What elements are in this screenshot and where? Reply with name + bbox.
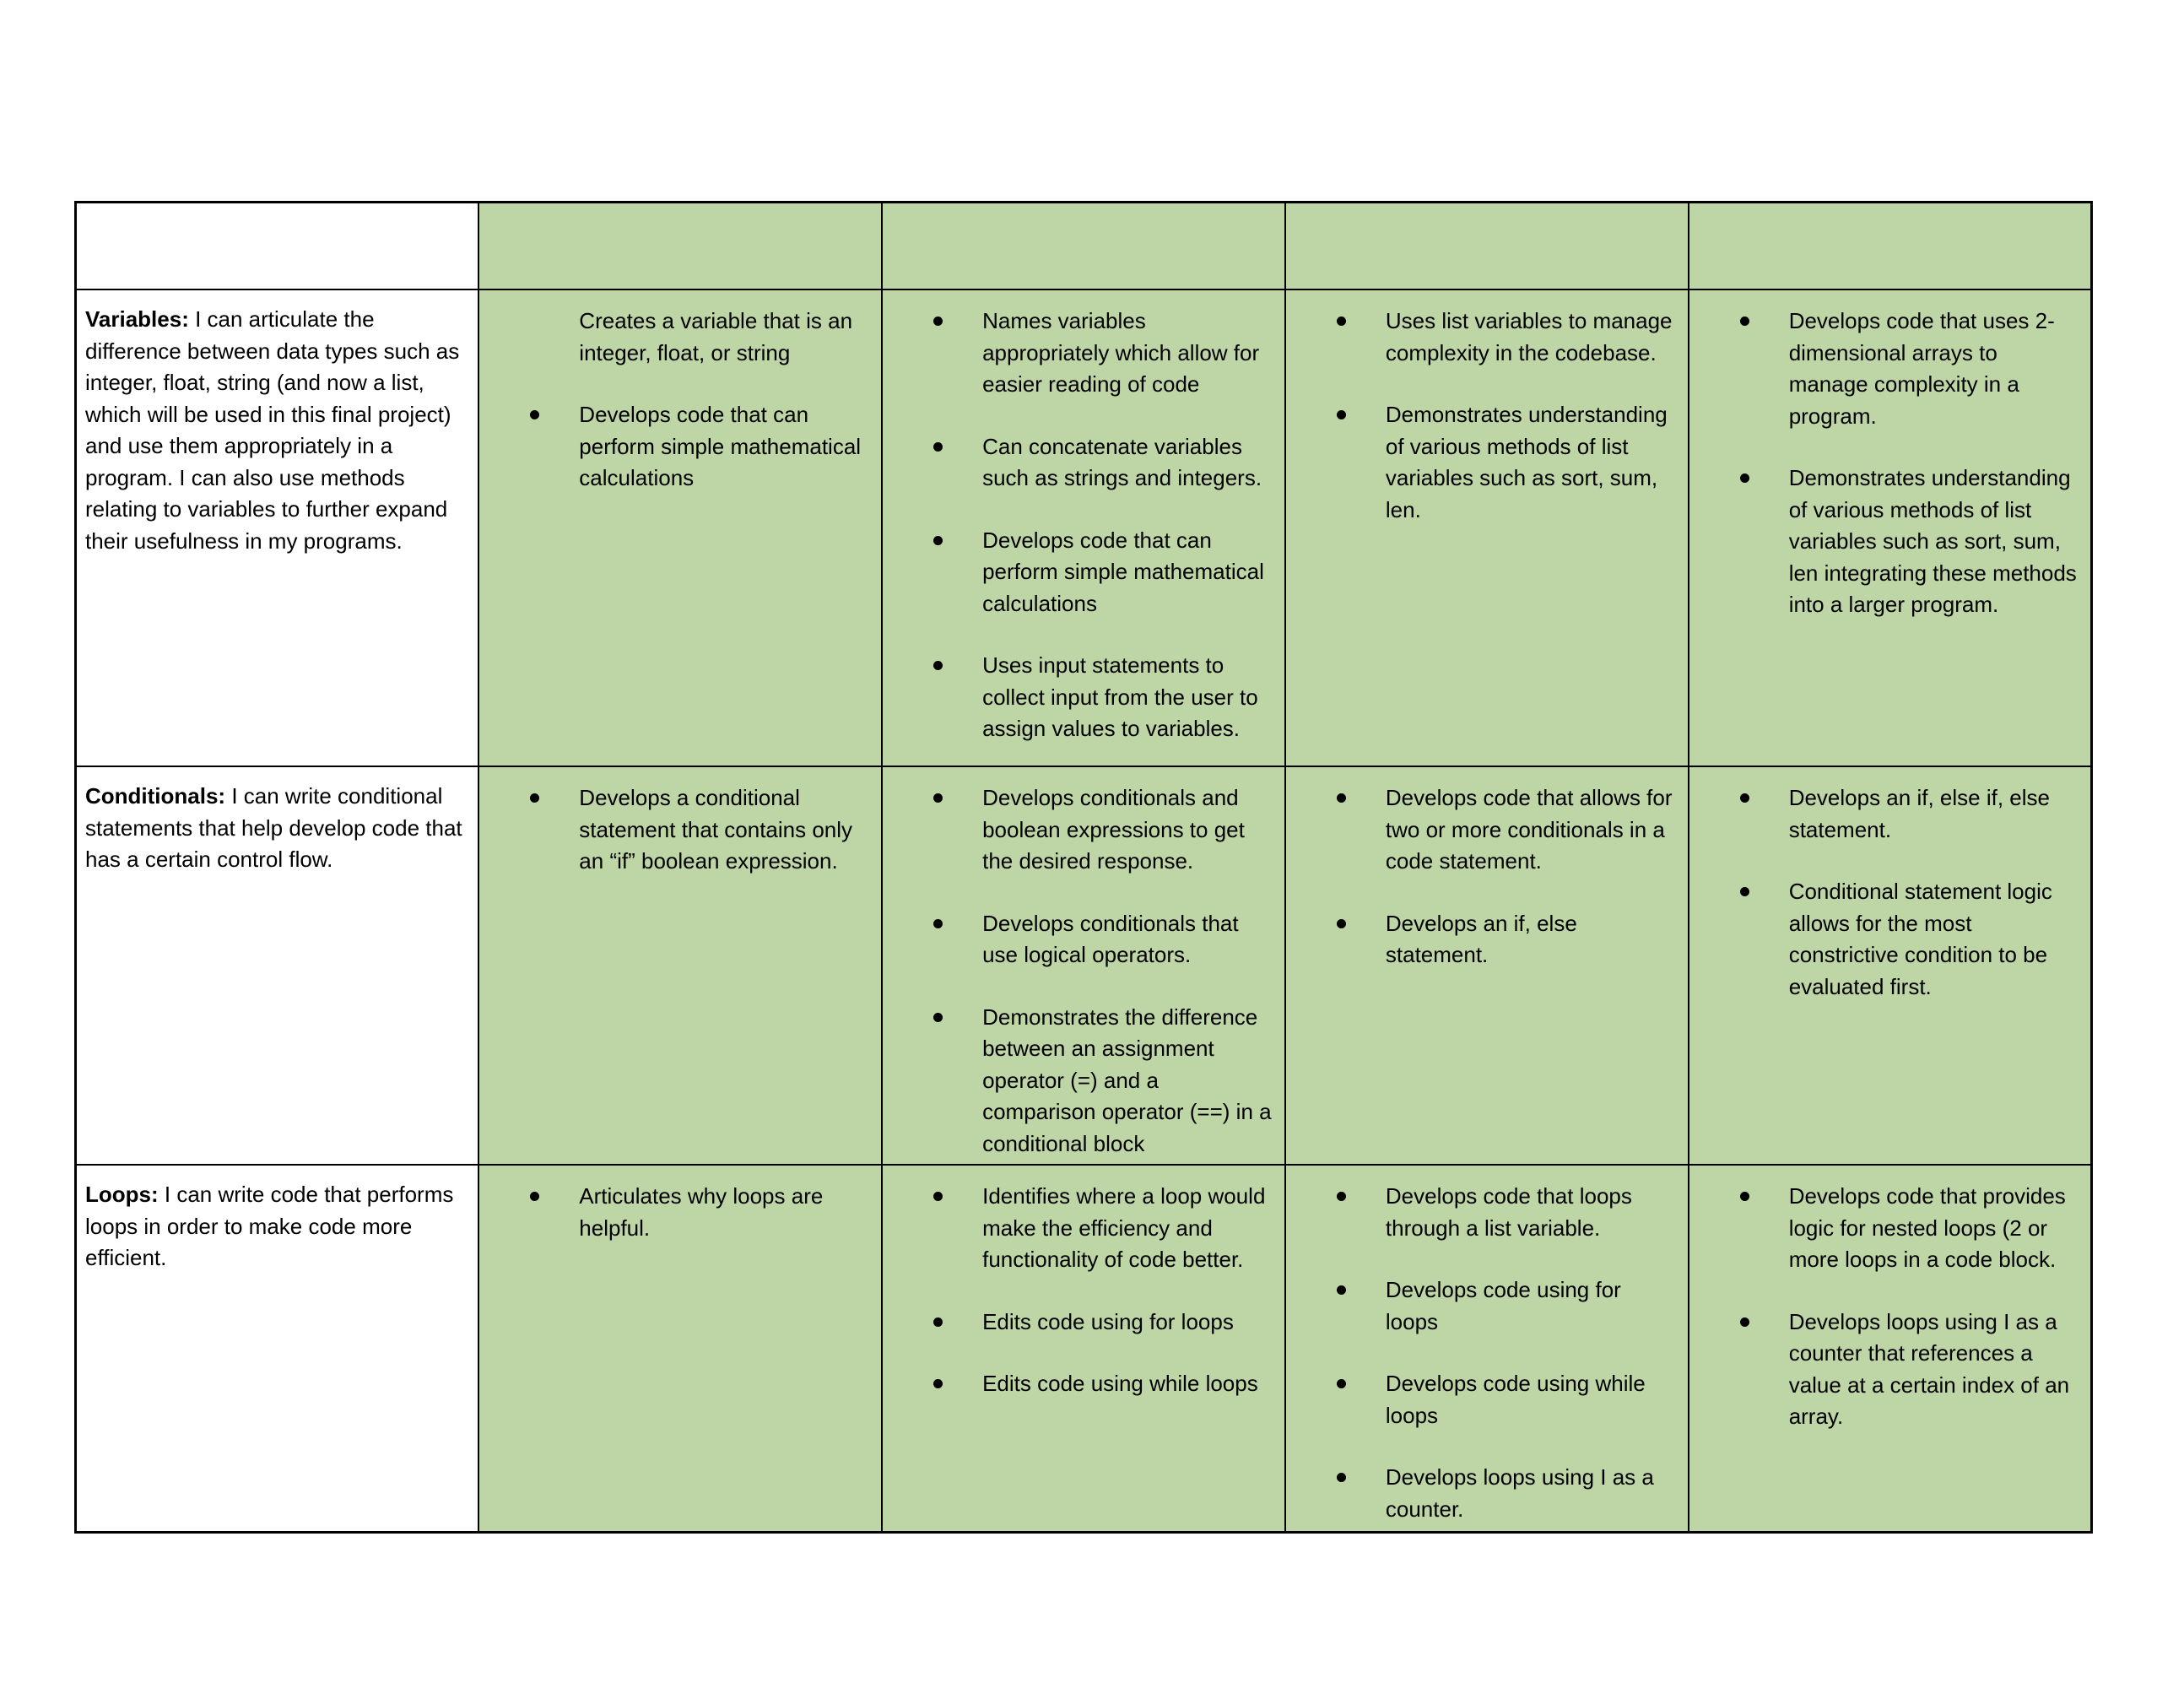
rubric-item: Develops code that can perform simple mathematical calculations	[479, 399, 873, 495]
rubric-item: Develops loops using I as a counter that references a value at a certain index of an array.	[1689, 1307, 2082, 1433]
header-cell-level-3	[1285, 203, 1689, 290]
rubric-item: Develops code that allows for two or more conditionals in a code statement.	[1286, 782, 1679, 878]
rubric-item: Develops code using while loops	[1286, 1368, 1679, 1431]
conditionals-level-1-cell	[478, 766, 882, 1165]
header-cell-level-2	[882, 203, 1285, 290]
bullet-list	[479, 1181, 873, 1244]
bullet-list	[479, 306, 873, 495]
rubric-item: Edits code using while loops	[883, 1368, 1276, 1400]
variables-level-3-cell	[1285, 289, 1689, 766]
criterion-description: I can write code that performs loops in order to make code more efficient.	[85, 1182, 454, 1270]
header-cell-criterion	[76, 203, 479, 290]
rubric-item: Develops code that uses 2-dimensional arrays to manage complexity in a program.	[1689, 306, 2082, 432]
criterion-cell-conditionals	[76, 766, 479, 1165]
rubric-item: Creates a variable that is an integer, float, or string	[579, 308, 853, 365]
bullet-list	[883, 782, 1276, 1160]
loops-level-2-cell	[882, 1165, 1285, 1533]
bullet-list	[1689, 306, 2082, 621]
rubric-item: Develops an if, else if, else statement.	[1689, 782, 2082, 846]
bullet-list	[1689, 1181, 2082, 1433]
rubric-item: Develops code that can perform simple mathematical calculations	[883, 525, 1276, 620]
rubric-item: Names variables appropriately which allow for easier reading of code	[883, 306, 1276, 401]
conditionals-level-3-cell	[1285, 766, 1689, 1165]
rubric-item: Edits code using for loops	[883, 1307, 1276, 1339]
header-row	[76, 203, 2092, 290]
rubric-row-conditionals	[76, 766, 2092, 1165]
rubric-item: Develops loops using I as a counter.	[1286, 1462, 1679, 1525]
conditionals-level-2-cell	[882, 766, 1285, 1165]
rubric-item: Demonstrates understanding of various methods of list variables such as sort, sum, len.	[1286, 399, 1679, 526]
rubric-item: Can concatenate variables such as strings and integers.	[883, 431, 1276, 495]
bullet-list	[883, 1181, 1276, 1400]
criterion-label: Loops:	[85, 1182, 159, 1207]
loops-level-3-cell	[1285, 1165, 1689, 1533]
bullet-list	[1286, 782, 1679, 971]
variables-level-2-cell	[882, 289, 1285, 766]
criterion-cell-loops	[76, 1165, 479, 1533]
rubric-item: Develops an if, else statement.	[1286, 908, 1679, 971]
rubric-row-variables	[76, 289, 2092, 766]
rubric-item: Demonstrates understanding of various methods of list variables such as sort, sum, len integrating these methods into a larger program.	[1689, 463, 2082, 621]
rubric-item: Develops conditionals and boolean expressions to get the desired response.	[883, 782, 1276, 878]
header-cell-level-1	[478, 203, 882, 290]
rubric-item: Develops code that loops through a list variable.	[1286, 1181, 1679, 1244]
loops-level-4-cell	[1689, 1165, 2092, 1533]
rubric-item: Articulates why loops are helpful.	[479, 1181, 873, 1244]
loops-level-1-cell	[478, 1165, 882, 1533]
rubric-table	[74, 201, 2093, 1534]
variables-level-4-cell	[1689, 289, 2092, 766]
bullet-list	[1689, 782, 2082, 1003]
rubric-item: Develops code that provides logic for nested loops (2 or more loops in a code block.	[1689, 1181, 2082, 1276]
bullet-list	[1286, 1181, 1679, 1525]
header-cell-level-4	[1689, 203, 2092, 290]
rubric-row-loops	[76, 1165, 2092, 1533]
variables-level-1-cell	[478, 289, 882, 766]
criterion-description: I can articulate the difference between data types such as integer, float, string (and now a list, which will be used in this final project) and use them appropriately in a program. I can also use methods relating to variables to further expand their usefulness in my programs.	[85, 306, 460, 554]
rubric-item: Develops code using for loops	[1286, 1274, 1679, 1338]
criterion-label: Variables:	[85, 306, 189, 332]
bullet-list	[479, 782, 873, 878]
conditionals-level-4-cell	[1689, 766, 2092, 1165]
rubric-item: Conditional statement logic allows for the most constrictive condition to be evaluated first.	[1689, 876, 2082, 1003]
rubric-item: Demonstrates the difference between an assignment operator (=) and a comparison operator (==) in a conditional block	[883, 1002, 1276, 1160]
rubric-item: Develops a conditional statement that contains only an “if” boolean expression.	[479, 782, 873, 878]
rubric-item: Identifies where a loop would make the efficiency and functionality of code better.	[883, 1181, 1276, 1276]
criterion-label: Conditionals:	[85, 783, 226, 809]
criterion-description: I can write conditional statements that help develop code that has a certain control flow.	[85, 783, 462, 872]
rubric-item: Uses list variables to manage complexity in the codebase.	[1286, 306, 1679, 369]
criterion-cell-variables	[76, 289, 479, 766]
rubric-item: Develops conditionals that use logical operators.	[883, 908, 1276, 971]
bullet-list	[883, 306, 1276, 745]
rubric-item: Uses input statements to collect input from the user to assign values to variables.	[883, 650, 1276, 745]
bullet-list	[1286, 306, 1679, 526]
